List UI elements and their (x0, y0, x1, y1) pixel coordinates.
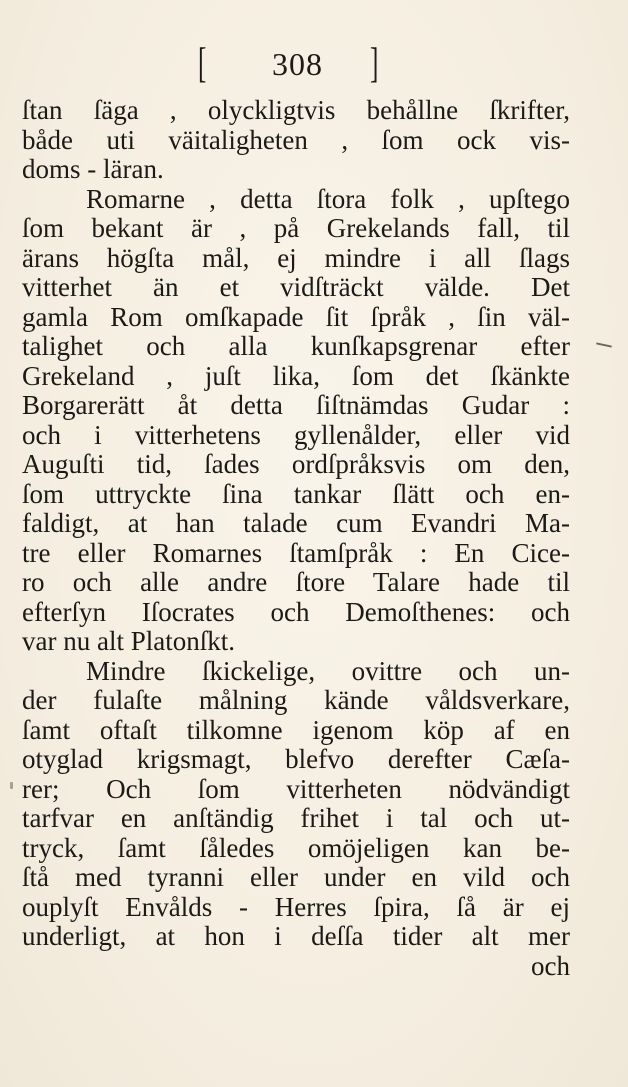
margin-mark (596, 342, 612, 347)
text-line-29: underligt, at hon i deſſa tider alt mer (22, 921, 570, 951)
text-line-21: der fulaſte målning kände våldsverkare, (22, 685, 570, 715)
text-line-9: talighet och alla kunſkapsgrenar efter (22, 331, 570, 361)
text-line-27: ſtå med tyranni eller under en vild och (22, 862, 570, 892)
text-line-2: både uti väitaligheten , ſom ock vis- (22, 124, 570, 155)
catchword: och (531, 950, 570, 981)
header-bracket-left: [ (198, 41, 207, 87)
text-line-3: doms - läran. (22, 154, 164, 184)
text-line-19: var nu alt Platonſkt. (22, 626, 235, 656)
text-line-11: Borgarerätt åt detta ſiſtnämdas Gudar : (22, 390, 570, 420)
text-line-16: tre eller Romarnes ſtamſpråk : En Cice- (22, 537, 570, 568)
text-line-26: tryck, ſamt ſåledes omöjeligen kan be- (22, 832, 570, 863)
body-text (22, 96, 570, 981)
text-line-17: ro och alle andre ſtore Talare hade til (22, 567, 570, 597)
text-line-6: ärans högſta mål, ej mindre i all ſlags (22, 242, 570, 273)
text-line-24: rer; Och ſom vitterheten nödvändigt (22, 773, 570, 804)
page-number: 308 (272, 46, 323, 82)
text-line-1: ſtan ſäga , olyckligtvis behållne ſkrifter, (22, 95, 570, 125)
text-line-12: och i vitterhetens gyllenålder, eller vid (22, 419, 570, 450)
text-line-14: ſom uttryckte ſina tankar ſlätt och en- (22, 478, 570, 509)
header-bracket-right: ] (370, 41, 379, 87)
text-line-15: faldigt, at han talade cum Evandri Ma- (22, 508, 570, 538)
text-line-7: vitterhet än et vidſträckt välde. Det (22, 272, 570, 302)
text-line-18: efterſyn Iſocrates och Demoſthenes: och (22, 596, 570, 627)
page-header (0, 38, 628, 90)
text-line-23: otyglad krigsmagt, blefvo derefter Cæſa- (22, 744, 570, 774)
text-line-13: Auguſti tid, ſades ordſpråksvis om den, (22, 449, 570, 479)
text-line-22: ſamt oftaſt tilkomne igenom köp af en (22, 714, 570, 745)
text-line-25: tarfvar en anſtändig frihet i tal och ut- (22, 803, 570, 833)
text-line-28: ouplyſt Envålds - Herres ſpira, ſå är ej (22, 891, 570, 922)
text-line-4: Romarne , detta ſtora folk , upſtego (86, 183, 570, 214)
text-line-20: Mindre ſkickelige, ovittre och un- (86, 655, 570, 686)
text-line-10: Grekeland , juſt lika, ſom det ſkänkte (22, 360, 570, 391)
text-line-8: gamla Rom omſkapade ſit ſpråk , ſin väl- (22, 301, 570, 332)
margin-dot (10, 782, 13, 789)
text-line-5: ſom bekant är , på Grekelands fall, til (22, 213, 570, 243)
